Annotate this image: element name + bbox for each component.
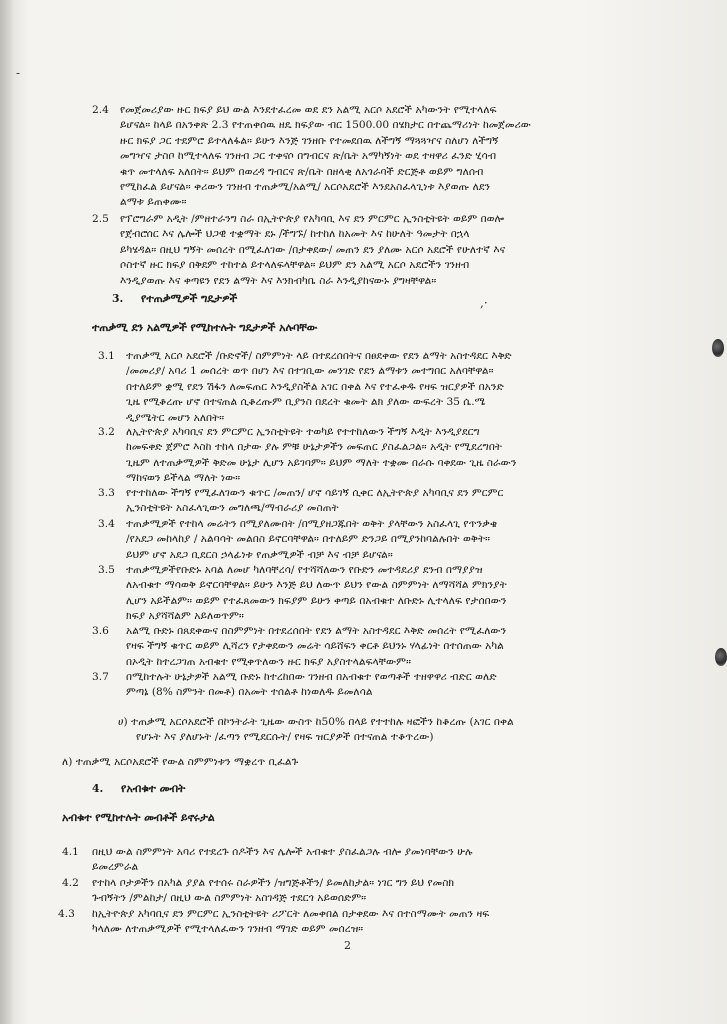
text-line: የሆኑት እና ያለሆኑት /ፈጣን የሚደርሱት/ የዛፍ ዝርያዎች በተናጠል ተቆጥረው) bbox=[136, 731, 434, 744]
section-body bbox=[126, 425, 673, 487]
section-number: 3.6 bbox=[92, 625, 109, 637]
text-line: ይሆናል። ከላይ በአንቀጽ 2.3 የተጠቀሰዉ ዘዴ ክፍያው ብር 1500.00 በሄክታር በተጨማሪነት ከመጀመሪው bbox=[120, 119, 531, 132]
section-number: 3.3 bbox=[98, 487, 115, 499]
text-line: ተጠቃሚዎች የተከላ መሬትን በሚያለሙበት /በሚያዘጋጁበት ወቅት ያላቸውን አስፈላጊ የጥንቃቄ bbox=[126, 518, 498, 530]
section-3-7-b bbox=[62, 755, 662, 770]
text-line: ከመፍቀድ ጀምሮ እስከ ተከላ በታው ያሉ ምቹ ሁኔታዎችን መፍጠር ያስፈልጋል። አዲት የሚደረግበት bbox=[126, 441, 503, 454]
text-line: እንዲያወጡ እና ቀጣዩን የደን ልማት እና እንክብካቤ ስራ እንዲያከናውኑ ያግዛቸዋል። bbox=[120, 274, 437, 287]
text-line: ሀ) ተጠቃሚ አርሶአደሮች በኮንትራት ጊዜው ውስጥ ከ50% በላይ የተተከሉ ዛፎችን ከቆረጡ (አገር በቀል bbox=[118, 716, 514, 728]
punch-hole-top bbox=[712, 339, 724, 357]
page-edge-shadow bbox=[0, 0, 14, 1024]
text-line: ጉብኝትን /ምልከታ/ በዚህ ውል ስምምነት አስገዳጅ ተደርጎ አይወሰድም። bbox=[92, 892, 367, 905]
text-line: ኢንስቲትዩት አስፈላጊውን መግለጫ/ማብራሪያ መስጠት bbox=[126, 502, 339, 515]
text-line: ልማቱ ይጠቀሙ። bbox=[120, 196, 187, 209]
text-line: ለአብቁተ ማሳወቅ ይኖርባቸዋል። ይሁን እንጅ ይህ ለውጥ ይህን የውል ስምምነት ለማሻሻል ምክንያት bbox=[126, 579, 507, 592]
section-body bbox=[126, 486, 673, 517]
section-number: 4.3 bbox=[58, 908, 75, 920]
text-line: ማከናወን ይችላል ማለት ነው። bbox=[126, 472, 241, 485]
pen-mark: ,· bbox=[480, 296, 488, 310]
section-number: 3. bbox=[112, 292, 124, 305]
text-line: ለ) ተጠቃሚ አርሶአደሮች የውል ስምምነቱን ማቋረጥ ቢፈልጉ bbox=[62, 756, 299, 768]
text-line: ሶስተኛ ዙር ክፍያ በቅደም ተከተል ይተላለፍላቸዋል። ይህም ደን አልሚ አርሶ አደሮችን ገንዘብ bbox=[120, 259, 470, 272]
text-line: ጊዜ የሚቆረጡ ሆኖ በተናጠል ሲቆረጡም ቢያንስ በደረት ቁመት ልክ ያለው ውፍረት 35 ሴ.ሜ bbox=[126, 396, 486, 409]
text-line: ጊዜም ለተጠቃሚዎች ቅድመ ሁኔታ ሊሆን አይገባም። ይህም ማለት ተቋሙ በራሱ ባቀደው ጊዜ ስራውን bbox=[126, 456, 517, 469]
text-line: ቁጥ መተላለፍ አለበት። ይህም በወረዳ ግብርና ጽ/ቤት በዘላቂ ለአጎራባች ድርጅቶ ወይም ግለሰብ bbox=[120, 165, 484, 178]
text-line: /መመሪያ/ አባሪ 1 መሰረት ወጥ በሆነ እና በተገቢው መንገድ የደን ልማቱን መተግበር አለባቸዋል። bbox=[126, 365, 494, 378]
text-line: በኦዲት ከተረጋገጠ አብቁተ የሚቀጥለውን ዙር ክፍያ አያስተላልፍላቸውም። bbox=[126, 655, 412, 668]
section-body bbox=[126, 563, 673, 625]
page-number: 2 bbox=[344, 939, 351, 952]
section-body bbox=[126, 670, 673, 701]
section-title: የተጠቃሚዎች ግዴታዎች bbox=[141, 292, 238, 305]
text-line: በተለይም ቋሚ የደን ሽፋን ለመፍጠር እንዲያስችል አገር በቀል እና የተፈቀዱ የዛፍ ዝርያዎች በአንድ bbox=[126, 380, 504, 393]
section-body bbox=[120, 212, 670, 289]
section-3-heading bbox=[112, 292, 237, 306]
text-line: ዲያሜትር መሆን አለበት። bbox=[126, 411, 225, 424]
text-line: የሚከፈል ይሆናል። ቀሪውን ገንዘብ ተጠቃሚ/አልሚ/ አርሶአደሮች እንደአስፈላጊነቱ እያወጡ ለደን bbox=[120, 181, 491, 194]
text-line: ለኢትዮጵያ አካባቢና ደን ምርምር ኢንስቲትዩት ተወካይ የተተከለውን ችግኝ እዲት እንዲያደርግ bbox=[126, 426, 480, 438]
text-line: /የአደጋ መከላከያ / አልባሳት መልበስ ይኖርባቸዋል። በተለይም ድንጋይ በሚያንከባልሉበት ወቅት። bbox=[126, 533, 491, 546]
section-body bbox=[118, 715, 673, 746]
text-line: የተከላ ቦታዎችን በአካል ያያል የተሰሩ ስራዎችን /ዝግጅቶችን/ ይመለከታል። ነገር ግን ይህ የመስክ bbox=[92, 877, 455, 889]
section-body bbox=[92, 845, 673, 876]
text-line: መግዣና ታስቦ ከሚተላለፍ ገንዘብ ጋር ተቀናሶ በግብርና ጽ/ቤት አማካኝነት ወደ ተዛዋሪ ፈንድ ሂሳብ bbox=[120, 150, 497, 163]
section-4-intro: አብቁተ የሚከተሉት መብቶች ይኖሩታል bbox=[62, 811, 215, 824]
text-line: አልሚ ቡድኑ በጸደቀውና በስምምነት በተደረሰበት የደን ልማት አስተዳደር እቅድ መሰረት የሚፈለውን bbox=[126, 625, 507, 637]
punch-hole-bottom bbox=[715, 648, 727, 666]
text-line: ዙር ክፍያ ጋር ተደምሮ ይተላለፋል። ይሁን እንጅ ገንዘቡ የተመደበዉ ለችግኝ ማጓጓዣና ስለሆነ ለችግኝ bbox=[120, 134, 499, 147]
section-number: 3.4 bbox=[98, 518, 115, 530]
text-line: ካላለሙ ለተጠቃሚዎች የሚተላለፈውን ገንዘብ ማገድ ወይም መሰረዝ። bbox=[92, 923, 364, 936]
text-line: የተተከለው ችግኝ የሚፈለገውን ቁጥር /መጠን/ ሆኖ ሳይገኝ ሲቀር ለኢትዮጵያ አካባቢና ደን ምርምር bbox=[126, 487, 504, 499]
text-line: ከኢትዮጵያ አካባቢና ደን ምርምር ኢንስቲትዩት ሪፖርት ለመቀበል በታቀደው እና በተስማሙት መጠን ዛፍ bbox=[92, 908, 490, 920]
section-body bbox=[126, 349, 673, 426]
section-number: 4.1 bbox=[62, 846, 79, 858]
section-3-intro: ተጠቃሚ ደን አልሚዎች የሚከተሉት ግዴታዎች አሉባቸው bbox=[92, 321, 318, 334]
section-number: 4. bbox=[92, 782, 104, 795]
section-number: 2.5 bbox=[92, 213, 109, 225]
section-body bbox=[126, 517, 673, 563]
section-body bbox=[126, 624, 673, 670]
section-4-heading bbox=[92, 782, 185, 796]
text-line: የፕሮግራም አዲት /ምዘተራንግ ስራ በኢትዮጵያ የአካባቢ እና ደን ምርምር ኢንስቲትዩት ወይም በወሎ bbox=[120, 213, 505, 225]
section-number: 3.7 bbox=[92, 671, 109, 683]
section-number: 3.1 bbox=[98, 350, 115, 362]
margin-mark: - bbox=[16, 66, 21, 80]
text-line: የጀብሮሰር እና ሌሎች ህጋዊ ተቋማት ደኑ /ችግኙ/ ከተከለ ከአመት እና ከሁለት ዓመታት በኋላ bbox=[120, 228, 470, 241]
section-body bbox=[120, 103, 670, 211]
text-line: በሚከተሉት ሁኔታዎች አልሚ ቡድኑ ከተረከበው ገንዘብ በአብቁተ የወጣቶች ተዘዋዋሪ ብድር ወለድ bbox=[126, 671, 497, 683]
text-line: ይህም ሆኖ አደጋ ቢደርስ ኃላፊነቱ የጠቃሚዎች ብቻ እና ብቻ ይሆናል። bbox=[126, 548, 393, 561]
text-line: ይመረምራል bbox=[92, 861, 139, 874]
text-line: የመጀመሪያው ዙር ክፍያ ይህ ውል እንደተፈረመ ወደ ደን አልሚ አርሶ አደሮች አካውንት የሚተላለፍ bbox=[120, 104, 497, 116]
text-line: ሊሆን አይችልም። ወይም የተፈጸመውን ክፍያም ይሁን ቀጣይ በአብቁተ ለቡድኑ ሊተላለፍ የታሰበውን bbox=[126, 594, 507, 607]
section-body bbox=[92, 907, 673, 938]
text-line: ክፍያ አያሻሻልም አይለወጥም። bbox=[126, 610, 244, 623]
section-number: 2.4 bbox=[92, 104, 109, 116]
section-body bbox=[92, 876, 673, 907]
text-line: ምጣኔ (8% ስምንት በመቶ) በአመት ተሰልቶ ከነወለዱ ይመለሳል bbox=[126, 686, 373, 699]
section-number: 3.2 bbox=[98, 426, 115, 438]
section-number: 4.2 bbox=[62, 877, 79, 889]
text-line: በዚህ ውል ስምምነት አባሪ የተደረጉ ሰዶችን እና ሌሎች አብቁተ ያስፈልጋሉ ብሎ ያመነባቸውን ሁሉ bbox=[92, 846, 473, 858]
text-line: የዛፍ ችግኝ ቁጥር ወይም ሊሻረን የታቀደውን መሬት ሳይሸፍን ቀርቶ ይህንኑ ሃላፊነት በተሰጠው አካል bbox=[126, 640, 504, 653]
section-title: የአብቁተ መብት bbox=[121, 782, 186, 795]
section-number: 3.5 bbox=[98, 564, 115, 576]
text-line: ተጠቃሚዎችየቡድኑ አባል ለመሆ ካለባቸረሳ/ የተሻሻለውን የቡድን መተዳደሪያ ደንብ በማያያዝ bbox=[126, 564, 483, 576]
text-line: ተጠቃሚ አርሶ አደሮች /ቡድኖች/ ስምምነት ላይ በተደረሰበትና በፀደቀው የደን ልማት አስተዳደር እቅድ bbox=[126, 350, 512, 362]
text-line: ይካሄዳል። በዚህ ግኝት መሰረት በሚፈለገው /በታቀደው/ መጠን ደን ያለሙ አርሶ አደሮች የሁለተኛ እና bbox=[120, 243, 506, 256]
